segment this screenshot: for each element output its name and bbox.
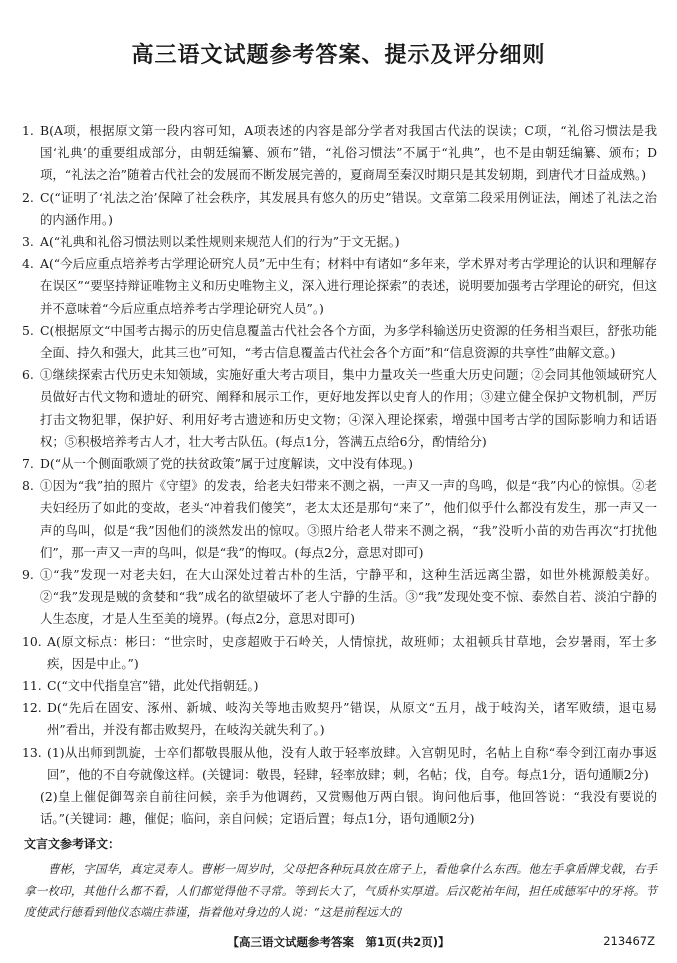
item-number: 8. (22, 478, 34, 494)
item-text: C(“证明了‘礼法之治’保障了社会秩序，其发展具有悠久的历史”错误。文章第二段采用例证法，阐述了礼法之治的内涵作用。) (40, 189, 657, 227)
item-text: A(“今后应重点培养考古学理论研究人员”无中生有；材料中有诸如“多年来，学术界对考古学理论的认识和理解存在误区”“要坚持辩证唯物主义和历史唯物主义，深入进行理论探索”的表述，说明要加强考古学理论的研究，但这并不意味着“今后应重点培养考古学理论研究人员”。) (40, 256, 657, 316)
answer-item-11 (22, 675, 657, 697)
answer-item-13-part-2: (2)皇上催促御驾亲自前往问候，亲手为他调药，又赏赐他万两白银。询问他后事，他回答说：“我没有要说的话。”(关键词：趣，催促；临问，亲自问候；定语后置；每点1分，语句通顺2分) (40, 789, 657, 827)
answer-list (22, 120, 657, 924)
item-number: 11. (22, 678, 42, 694)
item-number: 3. (22, 234, 34, 250)
answer-item-12 (22, 697, 657, 741)
document-code: 213467Z (603, 934, 655, 948)
answer-item-4 (22, 253, 657, 320)
answer-item-10 (22, 631, 657, 675)
answer-item-2 (22, 187, 657, 231)
item-number: 9. (22, 567, 34, 583)
item-number: 1. (22, 123, 34, 138)
item-number: 2. (22, 189, 34, 205)
item-text: D(“先后在固安、涿州、新城、岐沟关等地击败契丹”错误，从原文“五月，战于岐沟关，诸军败绩，退屯易州”看出，并没有都击败契丹，在岐沟关就失利了。) (47, 700, 657, 738)
answer-item-3 (22, 231, 657, 253)
page-title: 高三语文试题参考答案、提示及评分细则 (131, 43, 546, 68)
item-number: 12. (22, 700, 42, 716)
item-number: 6. (22, 367, 34, 383)
item-number: 13. (22, 744, 42, 760)
item-text: A(“礼典和礼俗习惯法则以柔性规则来规范人们的行为”于文无据。) (40, 234, 400, 250)
item-text: D(“从一个侧面歌颂了党的扶贫政策”属于过度解读，文中没有体现。) (40, 456, 414, 472)
answer-item-7 (22, 453, 657, 475)
item-text: ①因为“我”拍的照片《守望》的发表，给老夫妇带来不测之祸，一声又一声的鸟鸣，似是“我”内心的惊惧。②老夫妇经历了如此的变故，老头“冲着我们傻笑”，老太太还是那句“来了”，他们似乎什么都没有发生，那一声又一声的鸟叫，似是“我”因他们的淡然发出的惊叹。③照片给老人带来不测之祸，“我”没听小苗的劝告再次“打扰他们”，那一声又一声的鸟叫，似是“我”的悔叹。(每点2分，意思对即可) (40, 478, 657, 560)
item-text: C(根据原文“中国考古揭示的历史信息覆盖古代社会各个方面，为多学科输送历史资源的任务相当艰巨，舒张功能全面、持久和强大，此其三也”可知，“考古信息覆盖古代社会各个方面”和“信息资源的共享性”曲解文意。) (40, 322, 657, 361)
item-text: B(A项，根据原文第一段内容可知，A项表述的内容是部分学者对我国古代法的误读；C项，“礼俗习惯法是我国‘礼典’的重要组成部分，由朝廷编纂、颁布”错，“礼俗习惯法”不属于“礼典”，也不是由朝廷编纂、颁布；D项，“礼法之治”随着古代社会的发展而不断发展完善的，夏商周至秦汉时期只是其发轫期，到唐代才日益成熟。) (40, 123, 657, 183)
item-text: A(原文标点：彬曰：“世宗时，史彦超败于石岭关，人情惊扰，故班师；太祖顿兵甘草地，会岁暑雨，军士多疾，因是中止。”) (47, 633, 657, 671)
answer-item-5 (22, 320, 657, 364)
translation-text: 曹彬，字国华，真定灵寿人。曹彬一周岁时，父母把各种玩具放在席子上，看他拿什么东西。他左手拿盾牌戈戟，右手拿一枚印，其他什么都不看，人们都觉得他不寻常。等到长大了，气质朴实厚道。后汉乾祐年间，担任成德军中的牙将。节度使武行德看到他仪态端庄恭谨，指着他对身边的人说：“这是前程远大的 (24, 861, 657, 920)
answer-item-1 (22, 120, 657, 187)
item-number: 7. (22, 456, 34, 472)
item-text: (1)从出师到凯旋，士卒们都敬畏服从他，没有人敢于轻率放肆。入宫朝见时，名帖上自称“奉令到江南办事返回”，他的不自夸就像这样。(关键词：敬畏，轻肆，轻率放肆；刺，名帖；伐，自夸。每点1分，语句通顺2分) (47, 744, 657, 782)
answer-item-8 (22, 475, 657, 564)
footer-label: 【高三语文试题参考答案 第1页(共2页)】 (227, 935, 450, 949)
page-footer (0, 934, 677, 954)
item-text: ①继续探索古代历史未知领域，实施好重大考古项目，集中力量攻关一些重大历史问题；②会同其他领域研究人员做好古代文物和遗址的研究、阐释和展示工作，更好地发挥以史育人的作用；③建立健全保护文物机制，严厉打击文物犯罪，保护好、利用好考古遗迹和历史文物；④深入理论探索，增强中国考古学的国际影响力和话语权；⑤积极培养考古人才，壮大考古队伍。(每点1分，答满五点给6分，酌情给分) (40, 367, 657, 449)
item-number: 4. (22, 256, 34, 272)
item-number: 10. (22, 633, 42, 649)
item-number: 5. (22, 322, 34, 338)
item-text: C(“文中代指皇宫”错，此处代指朝廷。) (47, 678, 259, 694)
answer-item-13 (22, 742, 657, 786)
answer-item-9 (22, 564, 657, 631)
item-text: ①“我”发现一对老夫妇，在大山深处过着古朴的生活，宁静平和，这种生活远离尘嚣，如世外桃源般美好。②“我”发现是贼的贪婪和“我”成名的欲望破坏了老人宁静的生活。③“我”发现处变不惊、泰然自若、淡泊宁静的人生态度，才是人生至美的境界。(每点2分，意思对即可) (40, 567, 657, 627)
answer-item-6 (22, 364, 657, 453)
translation-heading: 文言文参考译文： (24, 836, 121, 851)
